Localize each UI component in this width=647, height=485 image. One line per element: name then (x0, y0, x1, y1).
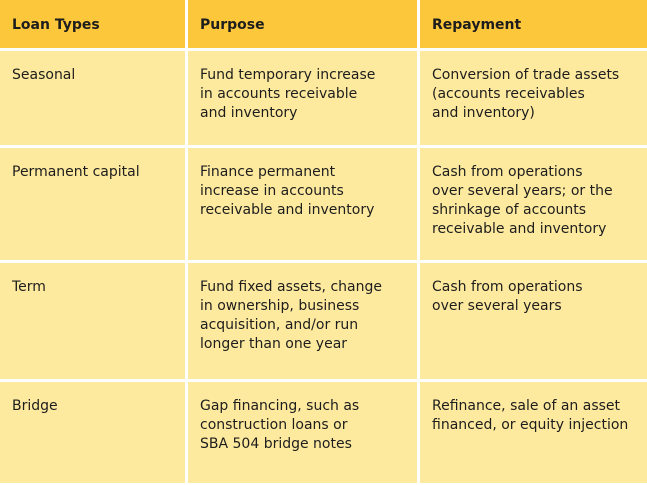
row-term-loan-type: Term (0, 263, 185, 379)
row-permanent-capital-repayment: Cash from operations over several years; or the shrinkage of accounts receivable and inventory (420, 148, 647, 260)
row-seasonal-repayment: Conversion of trade assets (accounts receivables and inventory) (420, 51, 647, 145)
row-bridge-loan-type: Bridge (0, 382, 185, 483)
row-term-repayment: Cash from operations over several years (420, 263, 647, 379)
header-purpose: Purpose (188, 0, 417, 48)
header-repayment: Repayment (420, 0, 647, 48)
row-seasonal-purpose: Fund temporary increase in accounts receivable and inventory (188, 51, 417, 145)
header-loan-types: Loan Types (0, 0, 185, 48)
row-seasonal-loan-type: Seasonal (0, 51, 185, 145)
row-bridge-purpose: Gap financing, such as construction loans or SBA 504 bridge notes (188, 382, 417, 483)
row-bridge-repayment: Refinance, sale of an asset financed, or equity injection (420, 382, 647, 483)
row-permanent-capital-purpose: Finance permanent increase in accounts receivable and inventory (188, 148, 417, 260)
row-term-purpose: Fund fixed assets, change in ownership, business acquisition, and/or run longer than one year (188, 263, 417, 379)
row-permanent-capital-loan-type: Permanent capital (0, 148, 185, 260)
